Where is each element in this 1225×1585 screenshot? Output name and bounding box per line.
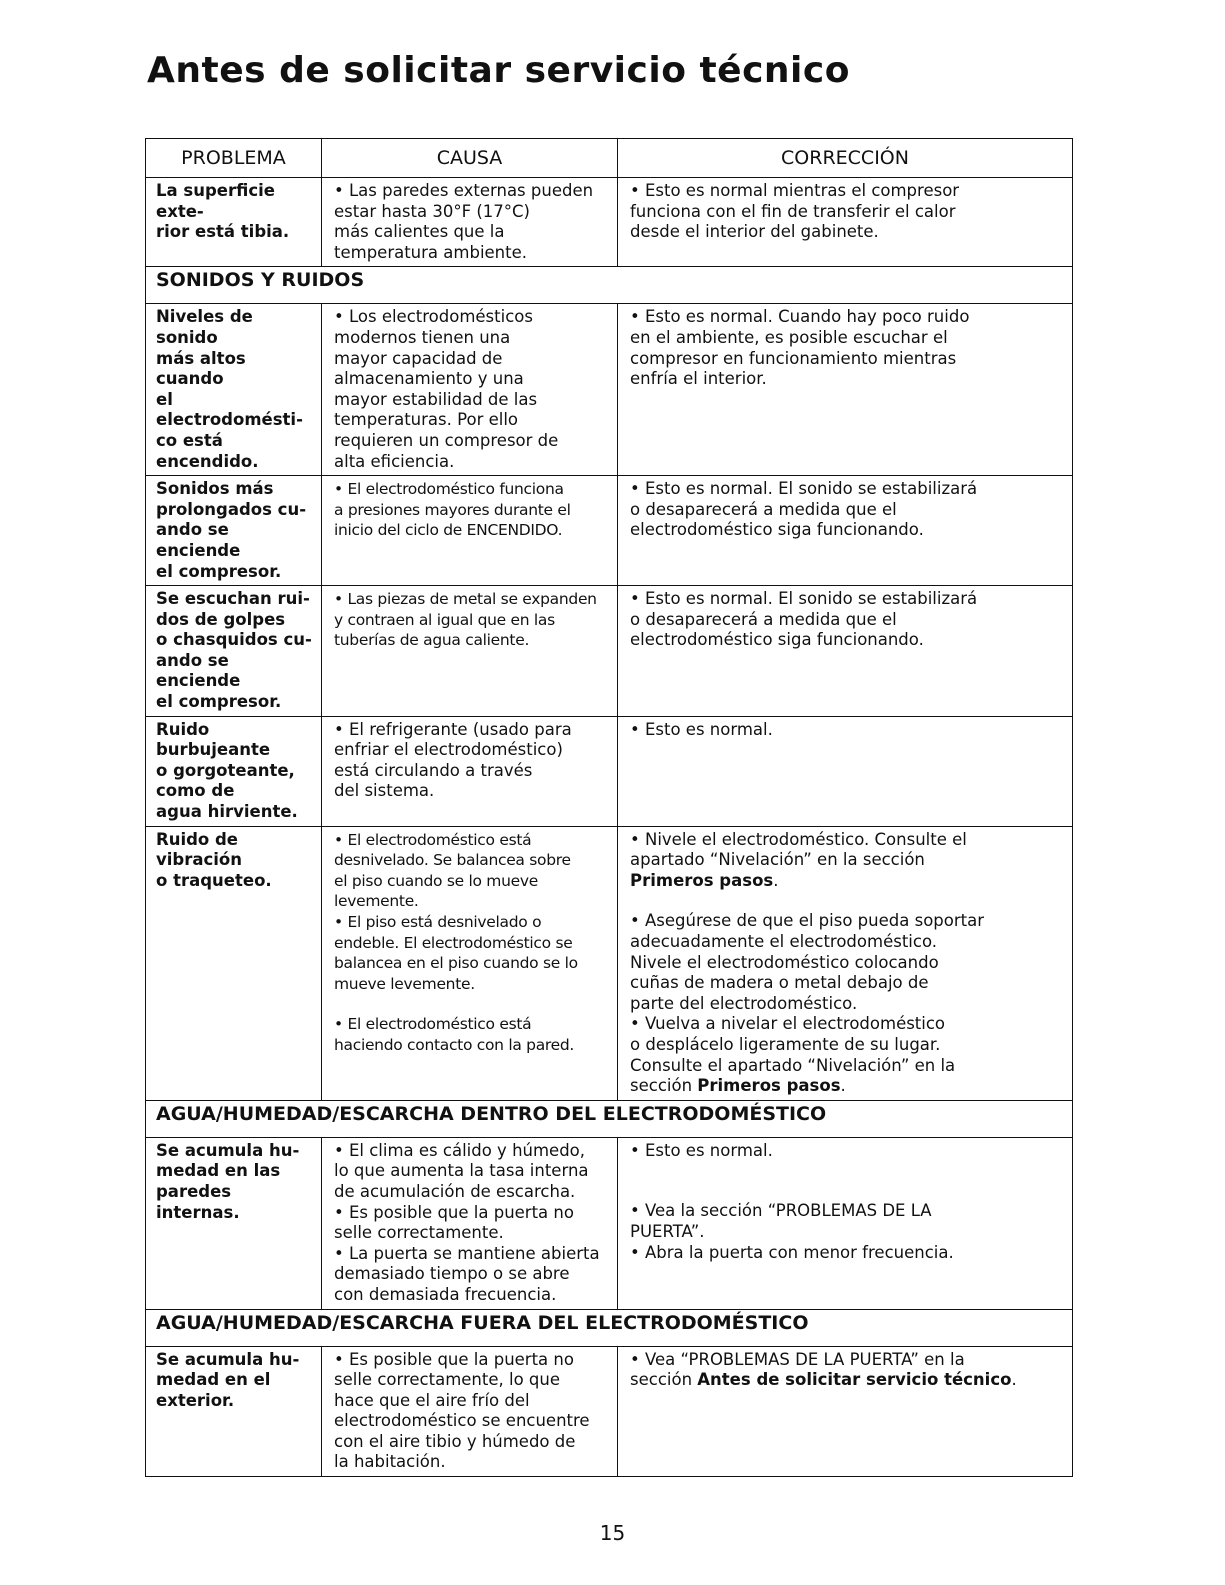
- correction-line: [630, 1370, 1064, 1391]
- correction-text: [628, 720, 1064, 741]
- problem-cell: [146, 476, 322, 586]
- problem-text: La superficie exte-: [156, 181, 275, 221]
- section-header-row: [146, 1309, 1073, 1346]
- header-problem: PROBLEMA: [146, 139, 322, 178]
- section-sounds-title: SONIDOS Y RUIDOS: [146, 267, 1073, 304]
- table-row: [146, 178, 1073, 267]
- problem-cell: [146, 178, 322, 267]
- cause-line: • El refrigerante (usado para: [334, 719, 572, 739]
- text-fragment: sección: [630, 1076, 698, 1096]
- cause-line: endeble. El electrodoméstico se: [334, 933, 573, 952]
- spacer: [628, 1181, 1064, 1201]
- cause-text: [332, 1244, 609, 1306]
- correction-line: Nivele el electrodoméstico colocando: [630, 952, 939, 972]
- table-row: [146, 1137, 1073, 1309]
- cause-line: selle correctamente, lo que: [334, 1370, 560, 1390]
- cause-line: alta eficiencia.: [334, 451, 455, 471]
- correction-line: [630, 870, 1064, 892]
- problem-text: el compresor.: [156, 692, 282, 712]
- spacer: [332, 994, 609, 1014]
- problem-text: exterior.: [156, 1390, 235, 1410]
- correction-text: [628, 307, 1064, 389]
- correction-line: compresor en funcionamiento mientras: [630, 348, 957, 368]
- cause-line: temperaturas. Por ello: [334, 410, 519, 430]
- cause-line: levemente.: [334, 892, 419, 911]
- problem-text: ando se enciende: [156, 520, 241, 560]
- cause-cell: [322, 178, 618, 267]
- correction-cell: [618, 1346, 1073, 1477]
- correction-line: PUERTA”.: [630, 1221, 705, 1241]
- problem-text: Se acumula hu-: [156, 1140, 300, 1160]
- table-row: [146, 1346, 1073, 1477]
- correction-line: o desaparecerá a medida que el: [630, 499, 897, 519]
- problem-text: Se escuchan rui-: [156, 589, 310, 609]
- problem-text: o gorgoteante,: [156, 760, 295, 780]
- correction-line: [630, 1076, 1064, 1097]
- problem-text: el electrodomésti-: [156, 389, 303, 430]
- page-title: Antes de solicitar servicio técnico: [147, 50, 850, 91]
- problem-text: Se acumula hu-: [156, 1349, 300, 1369]
- correction-line: apartado “Nivelación” en la sección: [630, 850, 925, 870]
- section-reference: Primeros pasos: [697, 1076, 841, 1096]
- cause-line: electrodoméstico se encuentre: [334, 1411, 590, 1431]
- cause-text: [332, 307, 609, 472]
- cause-line: más calientes que la: [334, 222, 505, 242]
- problem-text: prolongados cu-: [156, 499, 307, 519]
- correction-line: o desplácelo ligeramente de su lugar.: [630, 1034, 941, 1054]
- problem-text: Ruido de vibración: [156, 829, 243, 870]
- punctuation: .: [840, 1076, 846, 1096]
- correction-cell: [618, 476, 1073, 586]
- cause-text: [332, 1350, 609, 1474]
- problem-text: medad en las: [156, 1161, 281, 1181]
- header-cause: CAUSA: [322, 139, 618, 178]
- correction-text: [628, 1243, 1064, 1264]
- punctuation: .: [773, 870, 779, 890]
- cause-line: a presiones mayores durante el: [334, 500, 571, 519]
- problem-text: agua hirviente.: [156, 802, 298, 822]
- correction-text: [628, 589, 1064, 651]
- correction-line: • Esto es normal.: [630, 1140, 773, 1160]
- correction-line: en el ambiente, es posible escuchar el: [630, 327, 948, 347]
- problem-cell: [146, 586, 322, 717]
- cause-line: estar hasta 30°F (17°C): [334, 201, 530, 221]
- correction-line: • Esto es normal mientras el compresor: [630, 181, 960, 200]
- table-row: [146, 826, 1073, 1100]
- spacer: [628, 1161, 1064, 1181]
- spacer: [628, 891, 1064, 911]
- cause-text: [332, 589, 609, 651]
- cause-line: demasiado tiempo o se abre: [334, 1264, 570, 1284]
- correction-text: [628, 1201, 1064, 1242]
- cause-line: desnivelado. Se balancea sobre: [334, 851, 571, 870]
- problem-cell: [146, 716, 322, 826]
- correction-cell: [618, 1137, 1073, 1309]
- correction-cell: [618, 826, 1073, 1100]
- cause-line: enfriar el electrodoméstico): [334, 740, 563, 760]
- cause-cell: [322, 304, 618, 476]
- cause-line: requieren un compresor de: [334, 430, 559, 450]
- problem-text: rior está tibia.: [156, 222, 290, 242]
- problem-text: co está encendido.: [156, 430, 259, 471]
- correction-line: • Esto es normal. Cuando hay poco ruido: [630, 307, 970, 327]
- cause-cell: [322, 1346, 618, 1477]
- cause-line: selle correctamente.: [334, 1223, 504, 1243]
- problem-text: más altos cuando: [156, 348, 246, 389]
- cause-line: de acumulación de escarcha.: [334, 1181, 576, 1201]
- problem-cell: [146, 1137, 322, 1309]
- cause-line: inicio del ciclo de ENCENDIDO.: [334, 521, 563, 540]
- cause-cell: [322, 476, 618, 586]
- problem-text: el compresor.: [156, 561, 282, 581]
- cause-line: balancea en el piso cuando se lo: [334, 954, 578, 973]
- cause-line: almacenamiento y una: [334, 369, 524, 389]
- correction-line: enfría el interior.: [630, 369, 767, 389]
- cause-line: y contraen al igual que en las: [334, 610, 555, 629]
- correction-line: o desaparecerá a medida que el: [630, 609, 897, 629]
- cause-line: haciendo contacto con la pared.: [334, 1035, 575, 1054]
- table-header-row: [146, 139, 1073, 178]
- correction-line: funciona con el fin de transferir el calor: [630, 201, 956, 221]
- cause-line: del sistema.: [334, 781, 435, 801]
- correction-line: Consulte el apartado “Nivelación” en la: [630, 1055, 956, 1075]
- cause-line: con demasiada frecuencia.: [334, 1284, 557, 1304]
- cause-line: • La puerta se mantiene abierta: [334, 1243, 600, 1263]
- correction-line: • Nivele el electrodoméstico. Consulte el: [630, 829, 967, 849]
- cause-line: • Las paredes externas pueden: [334, 181, 594, 200]
- cause-line: la habitación.: [334, 1452, 446, 1472]
- header-correction: CORRECCIÓN: [618, 139, 1073, 178]
- correction-line: • Vuelva a nivelar el electrodoméstico: [630, 1014, 946, 1034]
- problem-text: Niveles de sonido: [156, 307, 253, 347]
- cause-line: lo que aumenta la tasa interna: [334, 1161, 589, 1181]
- correction-line: • Esto es normal.: [630, 719, 773, 739]
- correction-line: • Abra la puerta con menor frecuencia.: [630, 1242, 954, 1262]
- cause-line: modernos tienen una: [334, 327, 511, 347]
- cause-line: • Las piezas de metal se expanden: [334, 590, 597, 609]
- problem-text: como de: [156, 781, 235, 801]
- cause-line: • El electrodoméstico funciona: [334, 480, 564, 499]
- problem-cell: [146, 826, 322, 1100]
- cause-line: temperatura ambiente.: [334, 242, 527, 262]
- cause-cell: [322, 826, 618, 1100]
- correction-text: [628, 911, 1064, 1014]
- cause-text: [332, 479, 609, 541]
- cause-line: • El electrodoméstico está: [334, 830, 532, 849]
- problem-text: ando se enciende: [156, 650, 241, 691]
- cause-text: [332, 1141, 609, 1203]
- cause-line: • Es posible que la puerta no: [334, 1349, 574, 1369]
- cause-line: está circulando a través: [334, 760, 533, 780]
- cause-cell: [322, 716, 618, 826]
- problem-text: paredes internas.: [156, 1181, 240, 1222]
- problem-text: dos de golpes: [156, 609, 286, 629]
- troubleshooting-table: [145, 138, 1073, 1477]
- cause-line: con el aire tibio y húmedo de: [334, 1431, 576, 1451]
- cause-line: mueve levemente.: [334, 974, 475, 993]
- problem-text: medad en el: [156, 1370, 271, 1390]
- problem-cell: [146, 1346, 322, 1477]
- problem-text: Sonidos más: [156, 479, 274, 499]
- punctuation: .: [1011, 1370, 1017, 1390]
- correction-text: [628, 1014, 1064, 1096]
- correction-text: [628, 479, 1064, 541]
- correction-text: [628, 181, 1064, 243]
- correction-cell: [618, 716, 1073, 826]
- correction-line: • Esto es normal. El sonido se estabilizará: [630, 479, 978, 499]
- problem-text: o traqueteo.: [156, 870, 272, 890]
- section-header-row: [146, 1100, 1073, 1137]
- cause-text: [332, 181, 609, 263]
- correction-line: • Asegúrese de que el piso pueda soportar: [630, 911, 985, 931]
- problem-cell: [146, 304, 322, 476]
- cause-text: [332, 720, 609, 802]
- correction-text: [628, 830, 1064, 892]
- cause-line: hace que el aire frío del: [334, 1390, 530, 1410]
- table-row: [146, 716, 1073, 826]
- problem-text: Ruido burbujeante: [156, 719, 271, 760]
- correction-line: • Vea la sección “PROBLEMAS DE LA: [630, 1201, 932, 1221]
- correction-line: • Vea “PROBLEMAS DE LA PUERTA” en la: [630, 1349, 965, 1369]
- cause-text: [332, 1014, 609, 1055]
- section-outside-title: AGUA/HUMEDAD/ESCARCHA FUERA DEL ELECTRODOMÉSTICO: [146, 1309, 1073, 1346]
- section-header-row: [146, 267, 1073, 304]
- page-number: 15: [599, 1521, 626, 1545]
- correction-line: desde el interior del gabinete.: [630, 222, 879, 242]
- section-inside-title: AGUA/HUMEDAD/ESCARCHA DENTRO DEL ELECTRODOMÉSTICO: [146, 1100, 1073, 1137]
- cause-line: tuberías de agua caliente.: [334, 631, 530, 650]
- correction-line: • Esto es normal. El sonido se estabilizará: [630, 589, 978, 609]
- table-row: [146, 476, 1073, 586]
- correction-text: [628, 1141, 1064, 1162]
- cause-line: • El clima es cálido y húmedo,: [334, 1140, 586, 1160]
- cause-cell: [322, 586, 618, 717]
- cause-line: • El electrodoméstico está: [334, 1015, 532, 1034]
- correction-line: electrodoméstico siga funcionando.: [630, 630, 924, 650]
- correction-line: cuñas de madera o metal debajo de: [630, 973, 929, 993]
- correction-text: [628, 1350, 1064, 1391]
- text-fragment: sección: [630, 1370, 698, 1390]
- section-reference: Primeros pasos: [630, 870, 774, 890]
- correction-cell: [618, 586, 1073, 717]
- correction-line: electrodoméstico siga funcionando.: [630, 520, 924, 540]
- cause-text: [332, 830, 609, 912]
- problem-text: o chasquidos cu-: [156, 630, 312, 650]
- correction-line: adecuadamente el electrodoméstico.: [630, 932, 937, 951]
- cause-line: • Los electrodomésticos: [334, 307, 533, 327]
- correction-cell: [618, 178, 1073, 267]
- cause-line: mayor estabilidad de las: [334, 389, 538, 409]
- cause-line: • Es posible que la puerta no: [334, 1202, 574, 1222]
- cause-text: [332, 1203, 609, 1244]
- cause-cell: [322, 1137, 618, 1309]
- cause-text: [332, 912, 609, 994]
- section-reference: Antes de solicitar servicio técnico: [697, 1370, 1012, 1390]
- cause-line: el piso cuando se lo mueve: [334, 871, 538, 890]
- cause-line: mayor capacidad de: [334, 348, 503, 368]
- cause-line: • El piso está desnivelado o: [334, 913, 542, 931]
- correction-cell: [618, 304, 1073, 476]
- table-row: [146, 304, 1073, 476]
- correction-line: parte del electrodoméstico.: [630, 993, 858, 1013]
- table-row: [146, 586, 1073, 717]
